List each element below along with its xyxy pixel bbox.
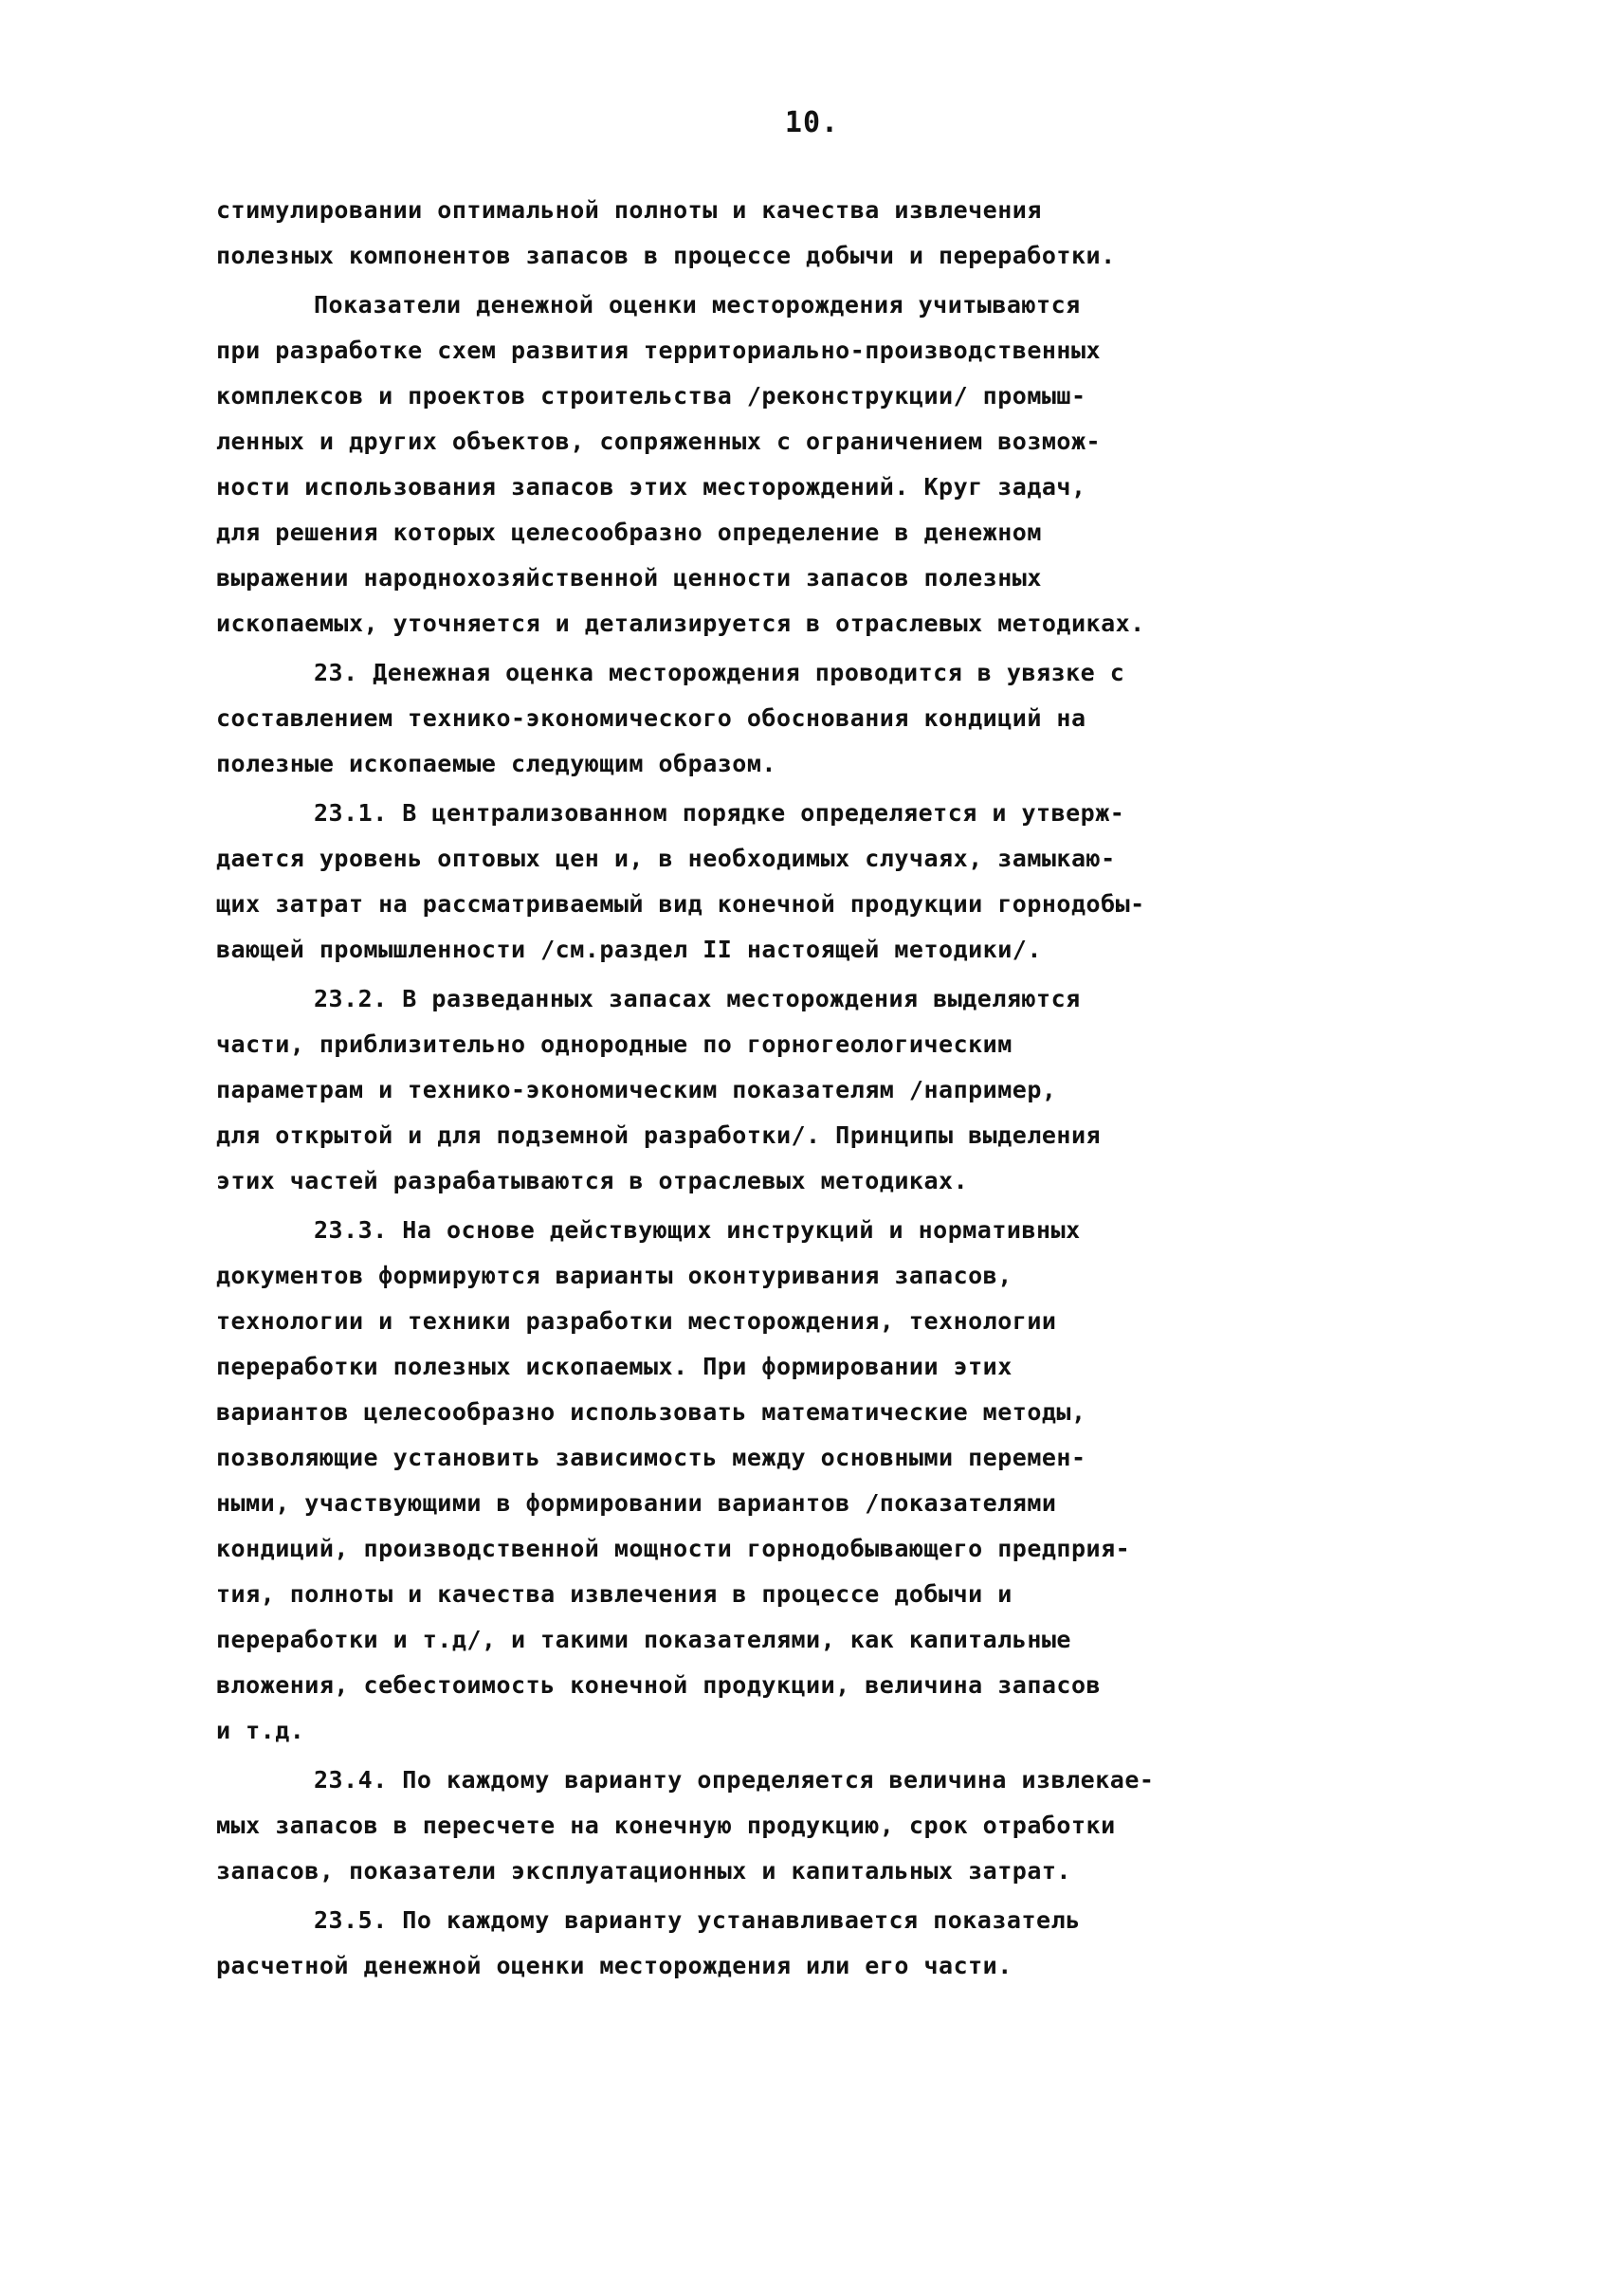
text-line: кондиций, производственной мощности горнодобывающего предприя- [216,1535,1131,1562]
text-line: позволяющие установить зависимость между основными перемен- [216,1444,1086,1471]
text-line: для решения которых целесообразно определение в денежном [216,519,1042,546]
paragraph-first-line: 23.1. В централизованном порядке определяется и утверж- [314,799,1125,827]
text-line: тия, полноты и качества извлечения в процессе добычи и [216,1580,1013,1608]
text-line: дается уровень оптовых цен и, в необходимых случаях, замыкаю- [216,845,1116,872]
text-line: при разработке схем развития территориально-производственных [216,337,1102,364]
text-line: выражении народнохозяйственной ценности запасов полезных [216,564,1042,592]
paragraph-first-line: 23.5. По каждому варианту устанавливается показатель [314,1906,1081,1934]
text-line: и т.д. [216,1717,305,1744]
text-line: запасов, показатели эксплуатационных и капитальных затрат. [216,1857,1071,1885]
text-line: расчетной денежной оценки месторождения или его части. [216,1952,1013,1979]
text-line: части, приблизительно однородные по горногеологическим [216,1030,1013,1058]
text-line: полезных компонентов запасов в процессе добычи и переработки. [216,242,1116,269]
text-line: вающей промышленности /см.раздел II настоящей методики/. [216,936,1042,963]
text-line: технологии и техники разработки месторождения, технологии [216,1307,1057,1335]
text-line: мых запасов в пересчете на конечную продукцию, срок отработки [216,1812,1116,1839]
text-line: ности использования запасов этих месторождений. Круг задач, [216,473,1086,501]
document-body [216,188,1449,1989]
text-line: щих затрат на рассматриваемый вид конечной продукции горнодобы- [216,890,1145,918]
page-number: 10. [784,106,840,139]
paragraph-first-line: 23.2. В разведанных запасах месторождения выделяются [314,985,1081,1012]
text-line: параметрам и технико-экономическим показателям /например, [216,1076,1057,1103]
paragraph-first-line: 23. Денежная оценка месторождения проводится в увязке с [314,659,1125,686]
text-line: стимулировании оптимальной полноты и качества извлечения [216,196,1042,224]
text-line: ископаемых, уточняется и детализируется в отраслевых методиках. [216,610,1145,637]
text-line: вложения, себестоимость конечной продукции, величина запасов [216,1671,1102,1699]
text-line: вариантов целесообразно использовать математические методы, [216,1398,1086,1426]
paragraph-first-line: 23.3. На основе действующих инструкций и нормативных [314,1216,1081,1244]
paragraph-first-line: Показатели денежной оценки месторождения учитываются [314,291,1081,319]
text-line: ленных и других объектов, сопряженных с ограничением возмож- [216,428,1102,455]
text-line: переработки полезных ископаемых. При формировании этих [216,1353,1013,1380]
text-line: ными, участвующими в формировании вариантов /показателями [216,1489,1057,1517]
text-line: для открытой и для подземной разработки/. Принципы выделения [216,1121,1102,1149]
text-line: переработки и т.д/, и такими показателями, как капитальные [216,1626,1071,1653]
text-line: составлением технико-экономического обоснования кондиций на [216,704,1086,732]
text-line: полезные ископаемые следующим образом. [216,750,776,777]
text-line: документов формируются варианты оконтуривания запасов, [216,1262,1013,1289]
paragraph-first-line: 23.4. По каждому варианту определяется величина извлекае- [314,1766,1155,1794]
text-line: этих частей разрабатываются в отраслевых методиках. [216,1167,969,1194]
text-line: комплексов и проектов строительства /реконструкции/ промыш- [216,382,1086,410]
